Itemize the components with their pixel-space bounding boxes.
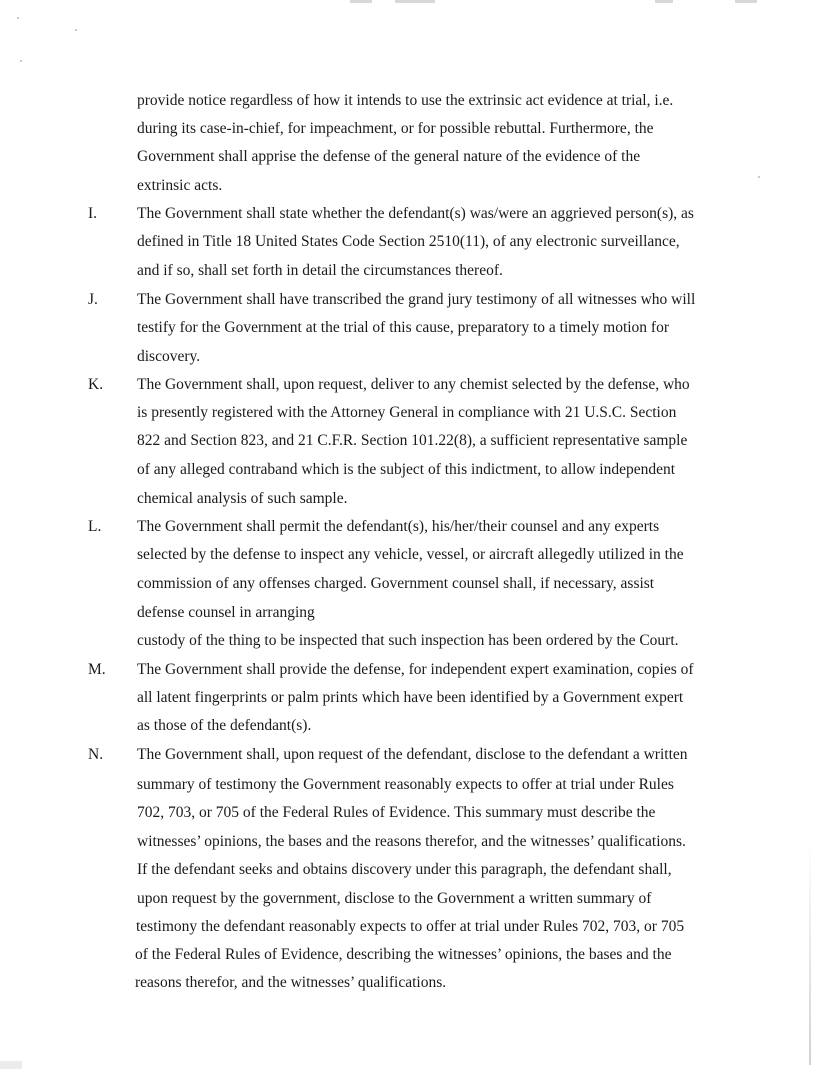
item-marker: J. [88,291,98,308]
scan-speck [20,60,22,62]
scan-artifact [395,0,435,3]
item-line: The Government shall permit the defendant(s), his/her/their counsel and any experts [137,518,660,535]
scan-artifact [735,0,757,3]
item-line: If the defendant seeks and obtains discovery under this paragraph, the defendant shall, [137,861,672,878]
item-marker: I. [88,205,98,222]
item-line: commission of any offenses charged. Government counsel shall, if necessary, assist [137,575,655,592]
paragraph-line: extrinsic acts. [137,177,223,194]
scan-artifact [350,0,372,3]
item-line: chemical analysis of such sample. [137,490,348,507]
item-line: defense counsel in arranging [137,604,315,621]
scan-artifact [655,0,673,3]
scan-speck [758,176,760,178]
scan-speck [17,17,19,19]
item-line: upon request by the government, disclose to the Government a written summary of [137,890,652,907]
item-marker: K. [88,376,104,393]
item-line: custody of the thing to be inspected that such inspection has been ordered by the Court. [137,632,679,649]
item-line: and if so, shall set forth in detail the circumstances thereof. [137,262,503,279]
item-line: The Government shall, upon request of the defendant, disclose to the defendant a written [137,746,688,763]
item-line: testimony the defendant reasonably expects to offer at trial under Rules 702, 703, or 705 [136,918,685,935]
item-line: The Government shall have transcribed the grand jury testimony of all witnesses who will [137,291,696,308]
item-line: testify for the Government at the trial of this cause, preparatory to a timely motion for [137,319,670,336]
item-line: The Government shall, upon request, deliver to any chemist selected by the defense, who [137,376,690,393]
scan-artifact [0,1061,22,1069]
scan-speck [75,29,77,31]
item-line: is presently registered with the Attorney General in compliance with 21 U.S.C. Section [137,404,677,421]
item-line: The Government shall provide the defense, for independent expert examination, copies of [137,661,694,678]
item-line: of any alleged contraband which is the subject of this indictment, to allow independent [137,461,676,478]
item-line: of the Federal Rules of Evidence, describing the witnesses’ opinions, the bases and the [135,946,672,963]
item-line: witnesses’ opinions, the bases and the reasons therefor, and the witnesses’ qualifications. [137,833,686,850]
paragraph-line: provide notice regardless of how it intends to use the extrinsic act evidence at trial, i.e. [137,92,674,109]
item-line: selected by the defense to inspect any vehicle, vessel, or aircraft allegedly utilized in the [137,546,684,563]
item-line: The Government shall state whether the defendant(s) was/were an aggrieved person(s), as [137,205,694,222]
item-marker: M. [88,661,106,678]
item-line: 822 and Section 823, and 21 C.F.R. Section 101.22(8), a sufficient representative sample [137,432,688,449]
paragraph-line: Government shall apprise the defense of the general nature of the evidence of the [137,148,641,165]
item-line: defined in Title 18 United States Code Section 2510(11), of any electronic surveillance, [137,233,680,250]
paragraph-line: during its case-in-chief, for impeachment, or for possible rebuttal. Furthermore, the [137,120,654,137]
item-marker: N. [88,746,104,763]
item-line: reasons therefor, and the witnesses’ qualifications. [135,974,447,991]
item-line: as those of the defendant(s). [137,717,312,734]
item-line: 702, 703, or 705 of the Federal Rules of Evidence. This summary must describe the [137,804,656,821]
item-marker: L. [88,518,102,535]
item-line: discovery. [137,348,201,365]
scan-edge-shadow [809,840,811,1065]
item-line: all latent fingerprints or palm prints which have been identified by a Government expert [137,689,684,706]
item-line: summary of testimony the Government reasonably expects to offer at trial under Rules [137,776,674,793]
